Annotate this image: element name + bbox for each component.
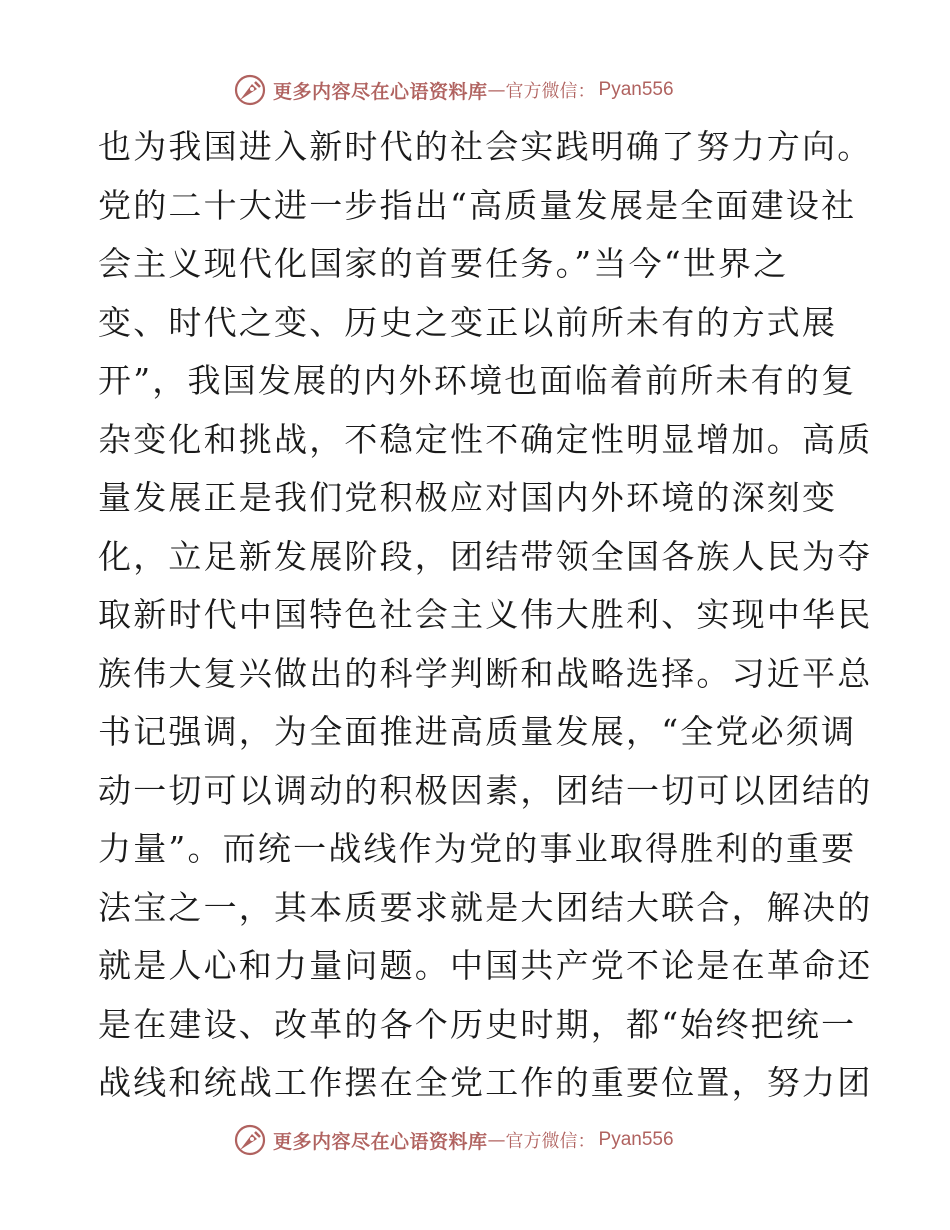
text-line: 开”，我国发展的内外环境也面临着前所未有的复 [98, 361, 857, 400]
watermark-wechat-label: 官方微信： [505, 1131, 596, 1152]
pen-nib-logo-icon [233, 73, 267, 107]
text-line: 族伟大复兴做出的科学判断和战略选择。习近平总 [98, 653, 873, 693]
text-line: 动一切可以调动的积极因素，团结一切可以团结的 [98, 770, 873, 810]
watermark-main-text: 更多内容尽在心语资料库 [273, 80, 488, 103]
text-line: 化，立足新发展阶段，团结带领全国各族人民为夺 [98, 536, 873, 576]
watermark-wechat-id: Pyan556 [598, 79, 674, 100]
pen-nib-logo-icon [233, 1123, 267, 1157]
watermark-main-text: 更多内容尽在心语资料库 [273, 1130, 488, 1153]
text-line: 会主义现代化国家的首要任务。”当今“世界之 [98, 244, 789, 283]
text-line: 党的二十大进一步指出“高质量发展是全面建设社 [98, 185, 857, 225]
text-line: 变、时代之变、历史之变正以前所未有的方式展 [98, 302, 838, 342]
document-body [98, 118, 873, 1113]
text-line: 杂变化和挑战，不稳定性不确定性明显增加。高质 [98, 419, 873, 459]
watermark-wechat-label: 官方微信： [505, 81, 596, 102]
text-line: 战线和统战工作摆在全党工作的重要位置，努力团 [98, 1063, 873, 1102]
text-line: 取新时代中国特色社会主义伟大胜利、实现中华民 [98, 595, 873, 634]
watermark-separator: — [487, 79, 506, 101]
header-watermark [233, 73, 674, 107]
footer-watermark [233, 1123, 674, 1157]
text-line: 也为我国进入新时代的社会实践明确了努力方向。 [98, 127, 873, 166]
text-line: 就是人心和力量问题。中国共产党不论是在革命还 [98, 946, 873, 985]
text-line: 力量”。而统一战线作为党的事业取得胜利的重要 [98, 829, 857, 868]
text-line: 法宝之一，其本质要求就是大团结大联合，解决的 [98, 887, 873, 927]
watermark-separator: — [487, 1129, 506, 1151]
watermark-wechat-id: Pyan556 [598, 1129, 674, 1150]
text-line: 书记强调，为全面推进高质量发展，“全党必须调 [98, 712, 857, 751]
text-line: 量发展正是我们党积极应对国内外环境的深刻变 [98, 478, 838, 517]
text-line: 是在建设、改革的各个历史时期，都“始终把统一 [98, 1004, 857, 1044]
